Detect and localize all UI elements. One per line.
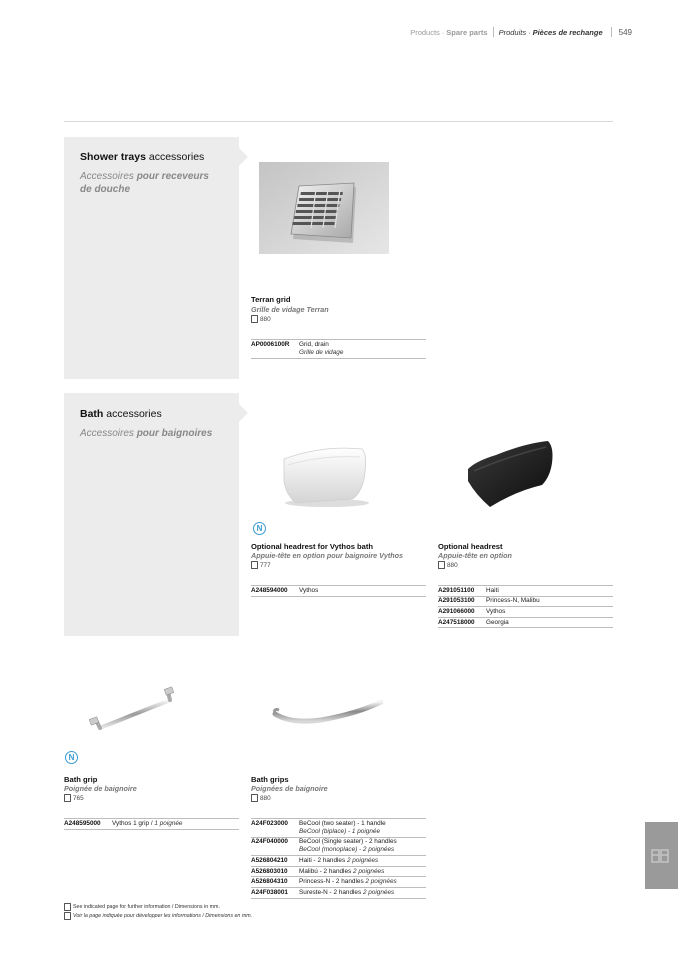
bath-grips-name-fr: Poignées de baignoire bbox=[251, 784, 328, 793]
bath-panel-arrow bbox=[239, 404, 248, 422]
vythos-headrest-image bbox=[262, 425, 392, 515]
table-row: A24F040000 BeCool (Single seater) - 2 handles BeCool (monoplace) - 2 poignées bbox=[251, 837, 426, 856]
page-header: Products · Spare parts Produits · Pièces de rechange 549 bbox=[410, 27, 632, 37]
section-side-tab bbox=[645, 822, 678, 889]
optional-headrest-page-ref: 880 bbox=[438, 561, 458, 569]
vythos-headrest-table bbox=[251, 585, 426, 597]
table-row: A248595000 Vythos 1 grip / 1 poignée bbox=[64, 819, 239, 830]
bath-grips-name: Bath grips bbox=[251, 775, 289, 784]
table-row: A526804310 Princess-N - 2 handles 2 poignées bbox=[251, 877, 426, 888]
vythos-headrest-name: Optional headrest for Vythos bath bbox=[251, 542, 374, 551]
bath-grip-table bbox=[64, 818, 239, 830]
page-ref-icon bbox=[251, 561, 258, 569]
bath-grips-image bbox=[261, 670, 391, 755]
terran-table bbox=[251, 339, 426, 359]
bath-section-title: Bath accessories bbox=[80, 408, 162, 420]
table-row: A526803010 Malibú - 2 handles 2 poignées bbox=[251, 866, 426, 877]
header-pieces: Pièces de rechange bbox=[532, 27, 603, 37]
bath-grips-page-ref: 880 bbox=[251, 794, 271, 802]
optional-headrest-name-fr: Appuie-tête en option bbox=[438, 551, 512, 560]
terran-page-ref: 880 bbox=[251, 315, 271, 323]
table-row: A247518000 Georgia bbox=[438, 617, 613, 628]
optional-headrest-image bbox=[446, 425, 576, 515]
bath-grip-image bbox=[70, 670, 200, 755]
table-row: A248594000 Vythos bbox=[251, 586, 426, 597]
terran-name: Terran grid bbox=[251, 295, 291, 304]
table-row: A291053100 Princess-N, Malibu bbox=[438, 596, 613, 607]
header-produits: Produits bbox=[498, 27, 527, 37]
table-row: A291066000 Vythos bbox=[438, 607, 613, 618]
shower-panel-arrow bbox=[239, 148, 248, 166]
page-ref-icon bbox=[64, 903, 71, 911]
table-row: AP0006100R Grid, drain Grille de vidage bbox=[251, 340, 426, 359]
page-ref-icon bbox=[64, 912, 71, 920]
table-row: A24F023000 BeCool (two seater) - 1 handle BeCool (biplace) - 1 poignée bbox=[251, 819, 426, 838]
top-rule bbox=[64, 121, 613, 122]
terran-name-fr: Grille de vidage Terran bbox=[251, 305, 329, 314]
bath-grip-page-ref: 765 bbox=[64, 794, 84, 802]
table-row: A291051100 Haiti bbox=[438, 586, 613, 597]
optional-headrest-table bbox=[438, 585, 613, 628]
footnote-fr: Voir la page indiquée pour développer les informations / Dimensions en mm. bbox=[64, 912, 252, 920]
vythos-headrest-name-fr: Appuie-tête en option pour baignoire Vythos bbox=[251, 551, 404, 560]
header-products: Products bbox=[410, 27, 440, 37]
shower-section-title: Shower trays accessories bbox=[80, 151, 205, 163]
bath-grips-table bbox=[251, 818, 426, 899]
page-ref-icon bbox=[251, 315, 258, 323]
bath-grip-name: Bath grip bbox=[64, 775, 98, 784]
optional-headrest-name: Optional headrest bbox=[438, 542, 503, 551]
page-number: 549 bbox=[618, 27, 632, 37]
new-badge-icon: N bbox=[253, 522, 266, 535]
table-row: A526804210 Haiti - 2 handles 2 poignées bbox=[251, 856, 426, 867]
page-ref-icon bbox=[438, 561, 445, 569]
vythos-headrest-page-ref: 777 bbox=[251, 561, 271, 569]
bath-section-subtitle: Accessoires pour baignoires bbox=[80, 428, 213, 439]
bath-grip-name-fr: Poignée de baignoire bbox=[64, 784, 137, 793]
new-badge-icon: N bbox=[65, 751, 78, 764]
header-spare-parts: Spare parts bbox=[446, 27, 488, 37]
footnote-en: See indicated page for further information / Dimensions in mm. bbox=[64, 903, 220, 911]
terran-grid-image bbox=[259, 162, 389, 254]
shower-section-subtitle: Accessoires pour receveurs de douche bbox=[80, 171, 209, 195]
page-ref-icon bbox=[64, 794, 71, 802]
table-row: A24F038001 Sureste-N - 2 handles 2 poignées bbox=[251, 887, 426, 898]
page-ref-icon bbox=[251, 794, 258, 802]
